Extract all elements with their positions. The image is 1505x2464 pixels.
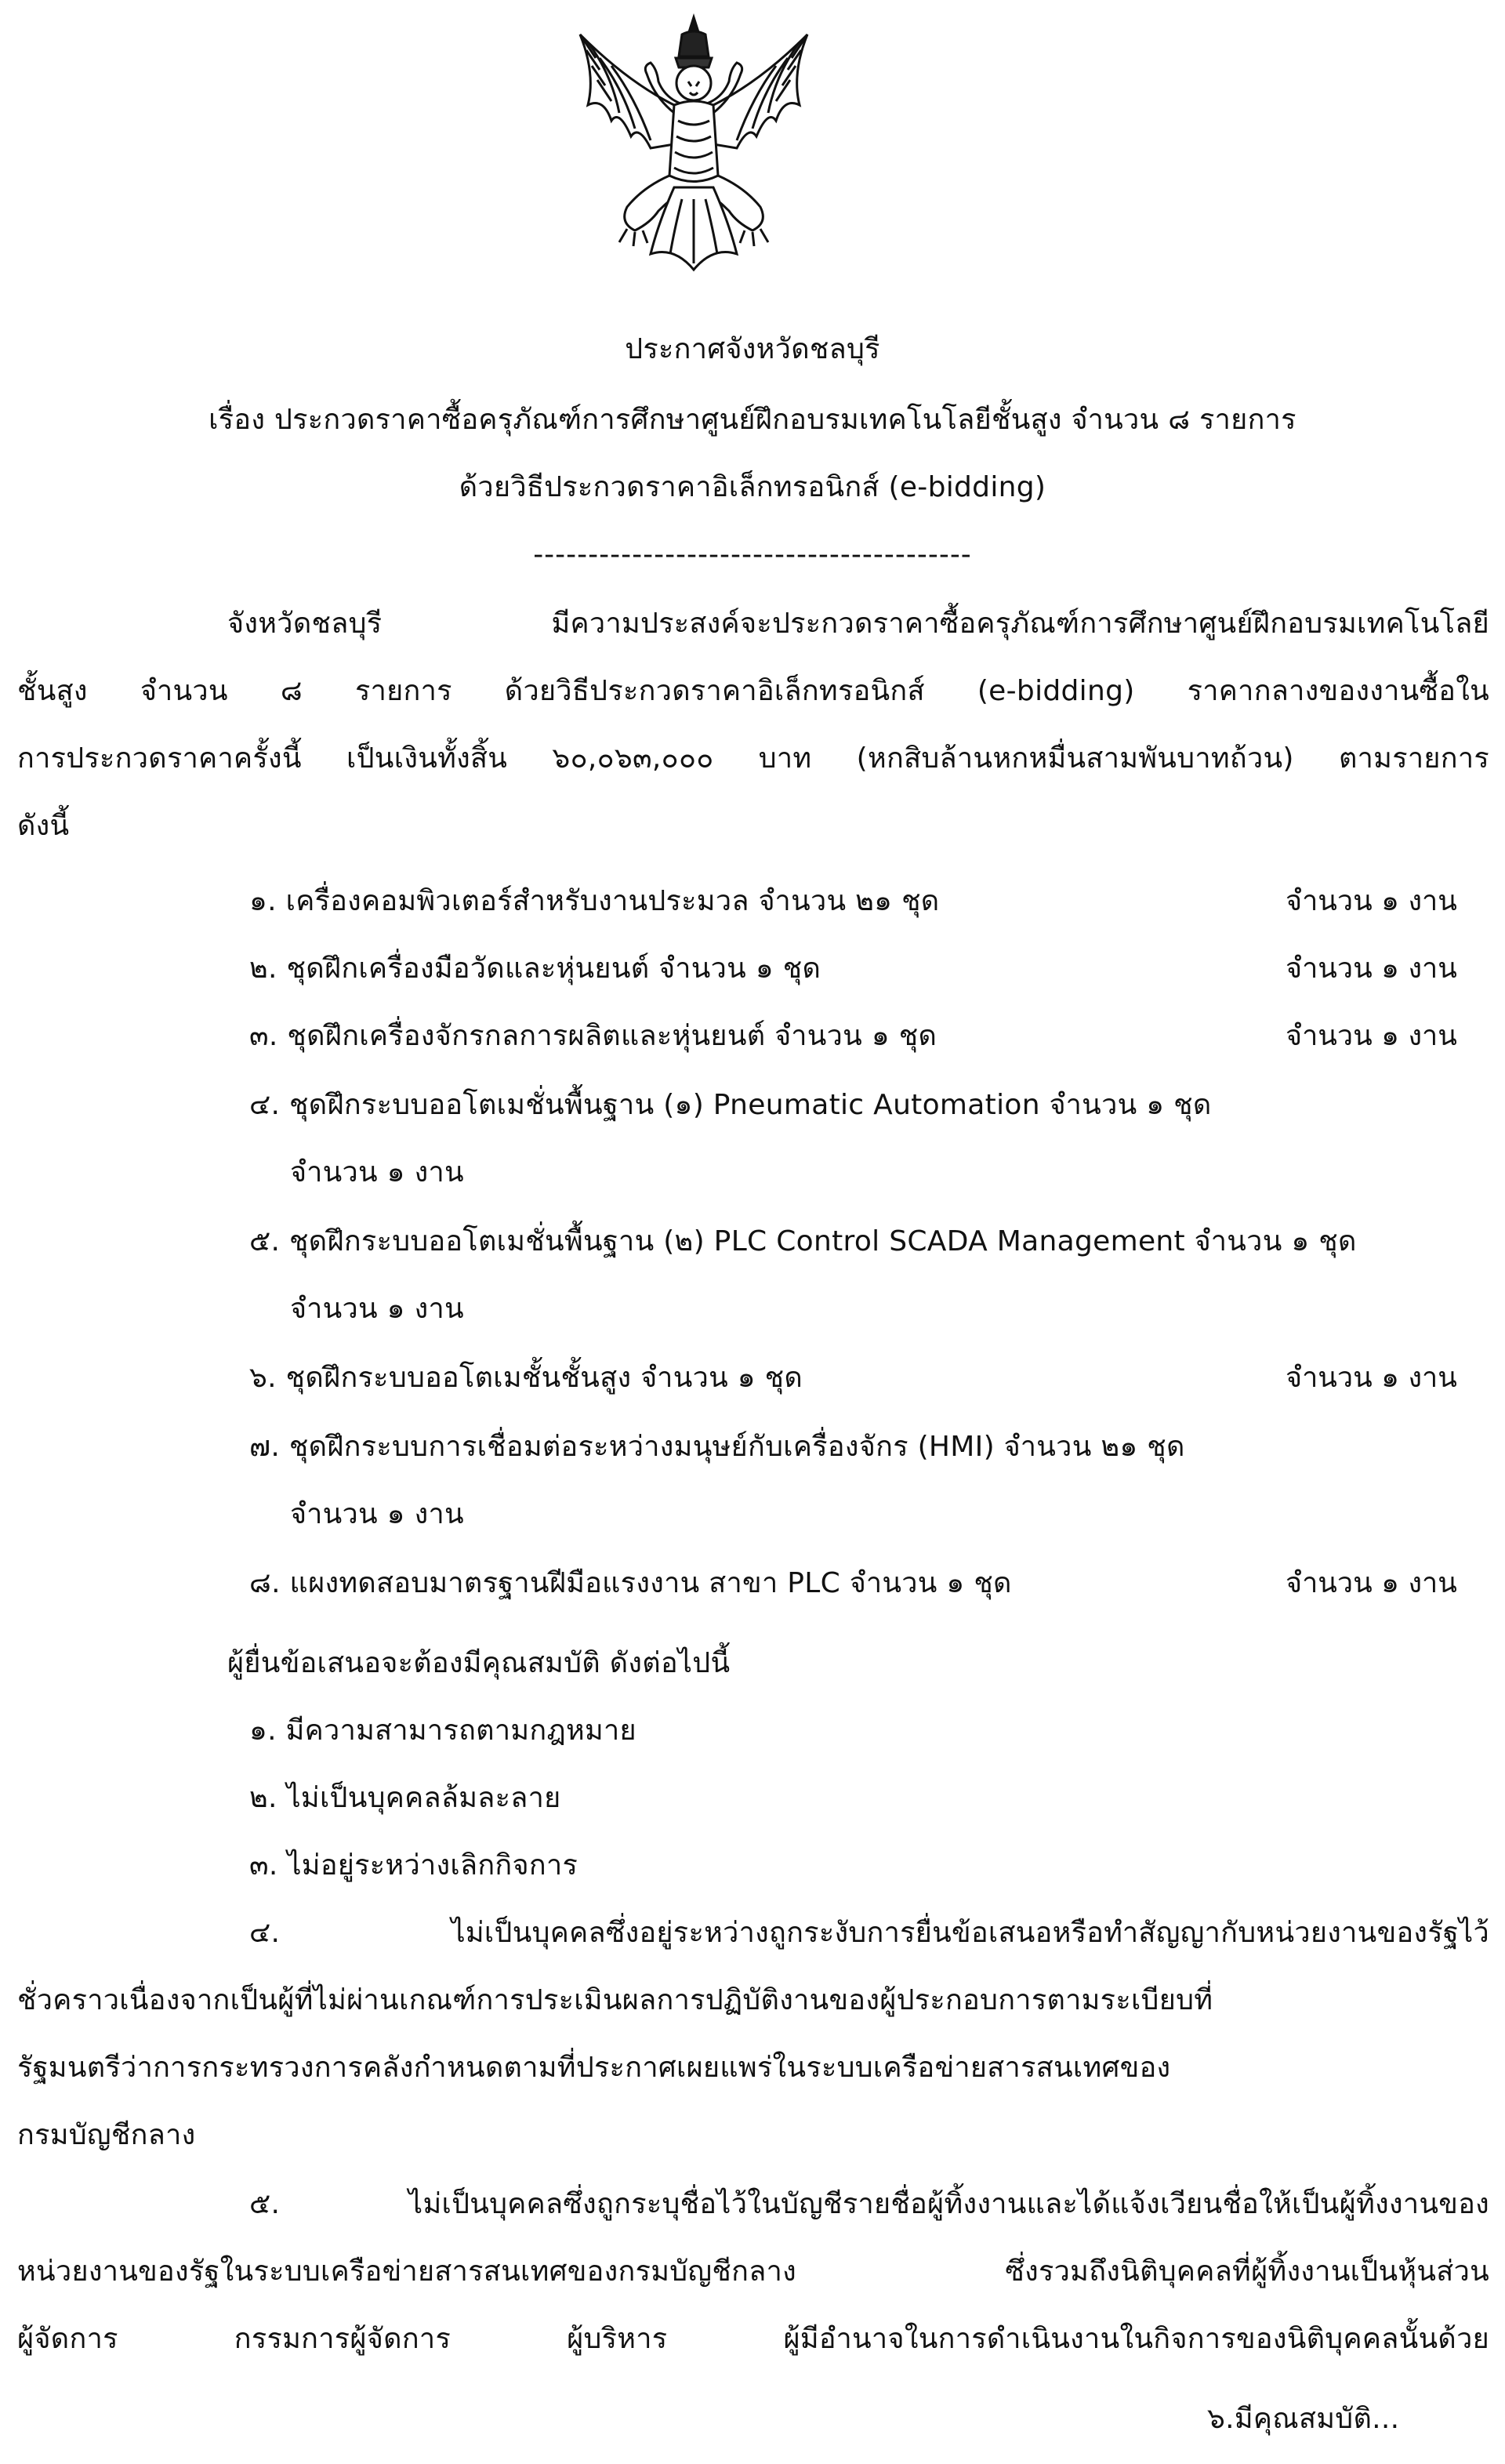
list-item: ๔. ชุดฝึกระบบออโตเมชั่นพื้นฐาน (๑) Pneumatic Automation จำนวน ๑ ชุด — [249, 1089, 1212, 1121]
list-item: ๒. ชุดฝึกเครื่องมือวัดและหุ่นยนต์ จำนวน ๑ ชุด — [249, 953, 821, 985]
qualification-4-line-3: รัฐมนตรีว่าการกระทรวงการคลังกำหนดตามที่ประกาศเผยแพร่ในระบบเครือข่ายสารสนเทศของ — [17, 2052, 1171, 2084]
separator-line: ---------------------------------------- — [533, 539, 972, 571]
item-quantity: จำนวน ๑ งาน — [1286, 953, 1457, 985]
intro-line-2: ชั้นสูง จำนวน ๘ รายการ ด้วยวิธีประกวดราคาอิเล็กทรอนิกส์ (e-bidding) ราคากลางของงานซื้อใน — [17, 675, 1489, 707]
qualification-5-line-3: ผู้จัดการ กรรมการผู้จัดการ ผู้บริหาร ผู้มีอำนาจในการดำเนินงานในกิจการของนิติบุคคลนั้นด้วย — [17, 2323, 1489, 2355]
item-quantity: จำนวน ๑ งาน — [1286, 1362, 1457, 1394]
list-item: ๑. เครื่องคอมพิวเตอร์สำหรับงานประมวล จำนวน ๒๑ ชุด — [249, 885, 940, 917]
garuda-emblem-icon — [564, 11, 823, 278]
intro-line-3: การประกวดราคาครั้งนี้ เป็นเงินทั้งสิ้น ๖๐,๐๖๓,๐๐๐ บาท (หกสิบล้านหกหมื่นสามพันบาทถ้วน) ตามรายการ — [17, 742, 1489, 775]
qualification-5-line-1: ๕. ไม่เป็นบุคคลซึ่งถูกระบุชื่อไว้ในบัญชีรายชื่อผู้ทิ้งงานและได้แจ้งเวียนชื่อให้เป็นผู้ทิ้งงานของ — [249, 2188, 1489, 2220]
qualification-1: ๑. มีความสามารถตามกฎหมาย — [249, 1715, 636, 1747]
item-quantity: จำนวน ๑ งาน — [290, 1156, 464, 1188]
qualification-3: ๓. ไม่อยู่ระหว่างเลิกกิจการ — [249, 1849, 578, 1882]
intro-line-1: จังหวัดชลบุรี มีความประสงค์จะประกวดราคาซื้อครุภัณฑ์การศึกษาศูนย์ฝึกอบรมเทคโนโลยี — [227, 608, 1489, 640]
intro-line-4: ดังนี้ — [17, 810, 70, 842]
announcement-title: ประกาศจังหวัดชลบุรี — [625, 333, 880, 365]
item-quantity: จำนวน ๑ งาน — [290, 1498, 464, 1530]
list-item: ๕. ชุดฝึกระบบออโตเมชั่นพื้นฐาน (๒) PLC Control SCADA Management จำนวน ๑ ชุด — [249, 1225, 1357, 1257]
list-item: ๗. ชุดฝึกระบบการเชื่อมต่อระหว่างมนุษย์กับเครื่องจักร (HMI) จำนวน ๒๑ ชุด — [249, 1431, 1185, 1463]
qualification-4-line-2: ชั่วคราวเนื่องจากเป็นผู้ที่ไม่ผ่านเกณฑ์การประเมินผลการปฏิบัติงานของผู้ประกอบการตามระเบียบที่ — [17, 1984, 1213, 2016]
qualification-5-line-2: หน่วยงานของรัฐในระบบเครือข่ายสารสนเทศของกรมบัญชีกลาง ซึ่งรวมถึงนิติบุคคลที่ผู้ทิ้งงานเป็นหุ้นส่วน — [17, 2255, 1489, 2288]
announcement-subject: เรื่อง ประกวดราคาซื้อครุภัณฑ์การศึกษาศูนย์ฝึกอบรมเทคโนโลยีชั้นสูง จำนวน ๘ รายการ — [209, 404, 1296, 436]
list-item: ๓. ชุดฝึกเครื่องจักรกลการผลิตและหุ่นยนต์ จำนวน ๑ ชุด — [249, 1020, 937, 1052]
list-item: ๘. แผงทดสอบมาตรฐานฝีมือแรงงาน สาขา PLC จำนวน ๑ ชุด — [249, 1567, 1012, 1599]
item-quantity: จำนวน ๑ งาน — [1286, 885, 1457, 917]
qualification-4-line-4: กรมบัญชีกลาง — [17, 2119, 196, 2151]
item-quantity: จำนวน ๑ งาน — [1286, 1020, 1457, 1052]
qualification-4-line-1: ๔. ไม่เป็นบุคคลซึ่งอยู่ระหว่างถูกระงับการยื่นข้อเสนอหรือทำสัญญากับหน่วยงานของรัฐไว้ — [249, 1917, 1489, 1949]
item-quantity: จำนวน ๑ งาน — [1286, 1567, 1457, 1599]
continuation-marker: ๖.มีคุณสมบัติ... — [1207, 2403, 1400, 2435]
list-item: ๖. ชุดฝึกระบบออโตเมชั้นชั้นสูง จำนวน ๑ ชุด — [249, 1362, 803, 1394]
announcement-method: ด้วยวิธีประกวดราคาอิเล็กทรอนิกส์ (e-bidding) — [459, 471, 1046, 503]
qualification-2: ๒. ไม่เป็นบุคคลล้มละลาย — [249, 1782, 561, 1814]
item-quantity: จำนวน ๑ งาน — [290, 1293, 464, 1325]
qualifications-heading: ผู้ยื่นข้อเสนอจะต้องมีคุณสมบัติ ดังต่อไปนี้ — [227, 1647, 731, 1679]
